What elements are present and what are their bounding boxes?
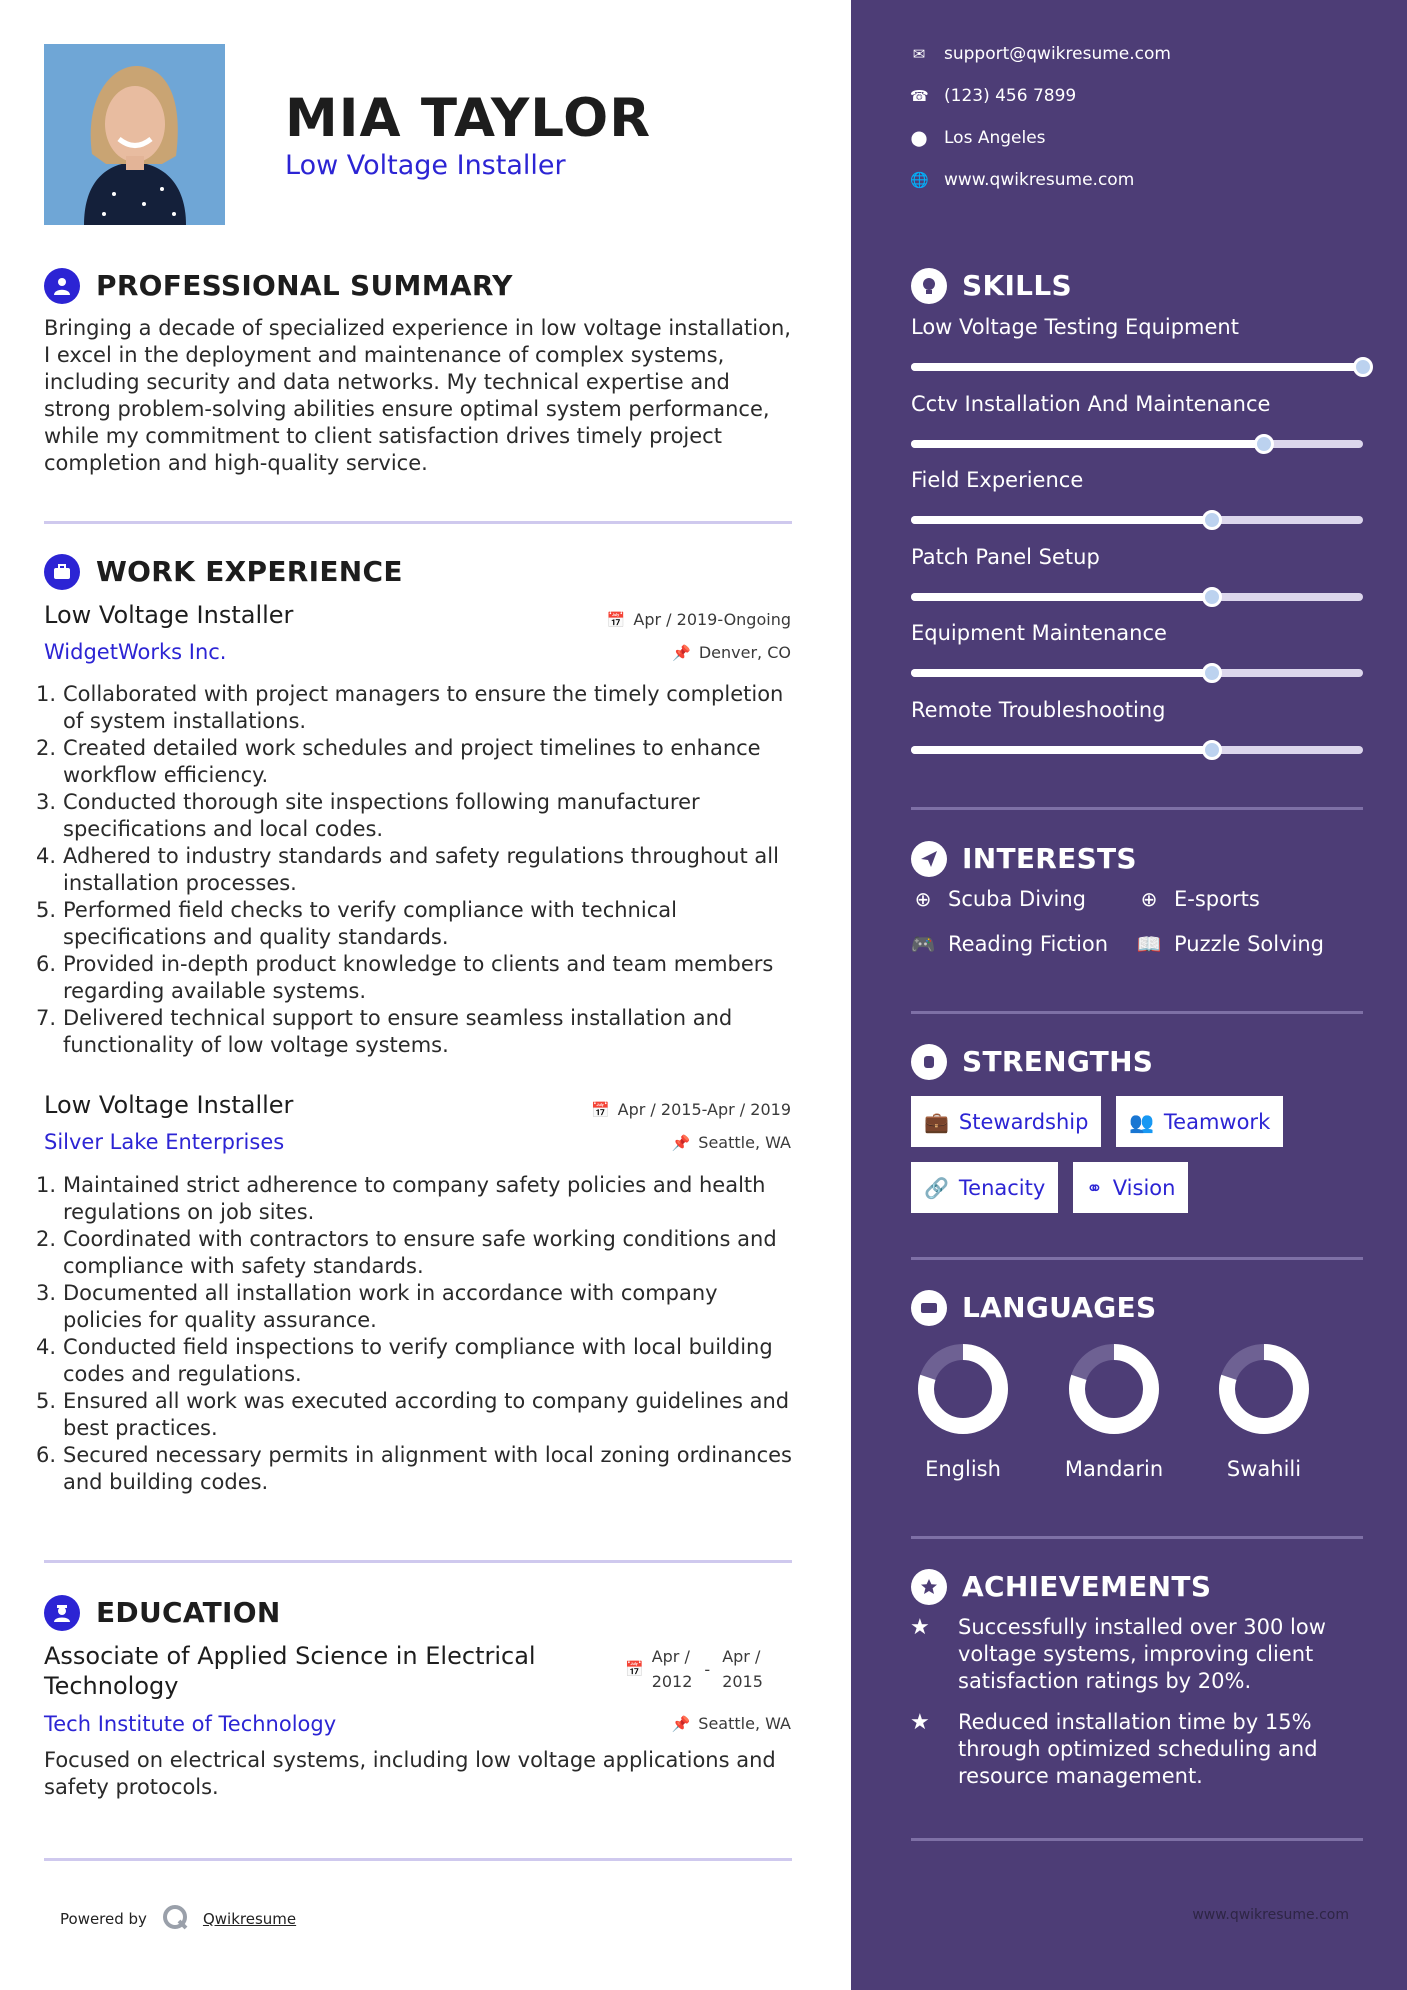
- skill-label: Low Voltage Testing Equipment: [911, 315, 1239, 339]
- pin-icon: 📌: [671, 1133, 691, 1152]
- skill-label: Cctv Installation And Maintenance: [911, 391, 1271, 416]
- website-text: www.qwikresume.com: [944, 170, 1135, 190]
- contact-phone[interactable]: [910, 86, 1076, 106]
- divider: [911, 1536, 1363, 1539]
- strength-chip: [1116, 1096, 1283, 1147]
- experience-heading: WORK EXPERIENCE: [96, 555, 403, 588]
- interest-label: E-sports: [1174, 887, 1260, 911]
- skill-slider-knob: [1353, 357, 1373, 377]
- job-date: [607, 610, 791, 629]
- achievement-item: [910, 1614, 1330, 1695]
- list-item: 5. Ensured all work was executed according to company guidelines and best practices.: [36, 1389, 790, 1440]
- interest-label: Reading Fiction: [948, 932, 1109, 956]
- skill-slider: [911, 363, 1363, 371]
- degree-line: Technology: [44, 1672, 179, 1700]
- list-item: 6. Secured necessary permits in alignment with local zoning ordinances and building codes.: [36, 1443, 792, 1494]
- list-item: 3. Documented all installation work in accordance with company policies for quality assurance.: [36, 1281, 718, 1332]
- phone-icon: ☎: [910, 87, 929, 105]
- education-dates: [625, 1644, 763, 1694]
- strengths-heading: STRENGTHS: [962, 1045, 1154, 1078]
- list-item: 2. Created detailed work schedules and project timelines to enhance workflow efficiency.: [36, 736, 761, 787]
- globe-icon: 🌐: [910, 171, 929, 189]
- education-start: Apr / 2012: [651, 1647, 693, 1691]
- pin-icon: 📌: [672, 643, 691, 662]
- profile-photo: [44, 44, 225, 225]
- interest-item: [910, 887, 1086, 911]
- star-icon: ★: [910, 1710, 930, 1735]
- language-level-ring: [1068, 1343, 1160, 1435]
- skill-slider-fill: [911, 440, 1264, 448]
- language-label: English: [925, 1457, 1001, 1481]
- strength-label: Vision: [1112, 1175, 1176, 1200]
- paper-plane-icon: [911, 841, 947, 877]
- interest-item: [910, 932, 1108, 956]
- list-item: 1. Maintained strict adherence to company safety policies and health regulations on job sites.: [36, 1173, 766, 1224]
- link-icon: 🔗: [924, 1175, 949, 1200]
- list-item: 7. Delivered technical support to ensure seamless installation and functionality of low voltage systems.: [36, 1006, 733, 1057]
- job-company: WidgetWorks Inc.: [44, 640, 227, 664]
- interest-item: [1136, 932, 1324, 956]
- job-date-text: Apr / 2019-Ongoing: [633, 610, 791, 629]
- skill-label: Equipment Maintenance: [911, 621, 1167, 645]
- degree-line: Associate of Applied Science in Electrical: [44, 1642, 536, 1670]
- degree: [44, 1641, 536, 1701]
- briefcase-icon: 💼: [924, 1109, 949, 1134]
- pin-icon: 📌: [671, 1714, 691, 1733]
- job-location: [672, 1133, 791, 1152]
- strength-chip: [911, 1162, 1058, 1213]
- strength-label: Stewardship: [958, 1109, 1089, 1134]
- phone-text: (123) 456 7899: [944, 86, 1077, 106]
- skill-slider-fill: [911, 746, 1212, 754]
- strength-label: Teamwork: [1163, 1109, 1271, 1134]
- skill-label: Patch Panel Setup: [911, 544, 1100, 569]
- job-location: [672, 643, 791, 662]
- qwikresume-link[interactable]: Qwikresume: [202, 1910, 297, 1928]
- education-description: Focused on electrical systems, including low voltage applications and safety protocols.: [44, 1748, 776, 1799]
- calendar-icon: 📅: [625, 1660, 644, 1678]
- contact-location: [910, 128, 1046, 148]
- job-company: Silver Lake Enterprises: [44, 1130, 285, 1154]
- graduate-icon: [44, 1595, 80, 1631]
- fist-icon: [911, 1044, 947, 1080]
- skills-heading: SKILLS: [962, 269, 1072, 302]
- skill-slider: [911, 593, 1363, 601]
- achievements-heading: ACHIEVEMENTS: [962, 1570, 1212, 1603]
- skill-label: Remote Troubleshooting: [911, 697, 1166, 722]
- lightbulb-icon: [911, 268, 947, 304]
- lifebuoy-icon: ⊕: [914, 887, 932, 911]
- interests-heading: INTERESTS: [962, 842, 1137, 875]
- skill-slider: [911, 440, 1363, 448]
- skill-slider: [911, 516, 1363, 524]
- contact-email[interactable]: [910, 44, 1171, 64]
- achievement-text: Successfully installed over 300 low voltage systems, improving client satisfaction ratings by 20%.: [958, 1615, 1326, 1693]
- skill-slider: [911, 669, 1363, 677]
- email-text: support@qwikresume.com: [944, 44, 1171, 64]
- list-item: 4. Conducted field inspections to verify compliance with local building codes and regulations.: [36, 1335, 773, 1386]
- interest-item: [1136, 887, 1260, 911]
- skill-slider-fill: [911, 669, 1212, 677]
- candidate-title: Low Voltage Installer: [285, 150, 566, 181]
- powered-by-text: Powered by: [60, 1910, 147, 1928]
- calendar-icon: 📅: [590, 1100, 610, 1119]
- school-name: Tech Institute of Technology: [44, 1712, 337, 1736]
- skill-slider-knob: [1202, 663, 1222, 683]
- divider: [44, 1560, 792, 1563]
- skill-slider-knob: [1202, 510, 1222, 530]
- language-level-ring: [1218, 1343, 1310, 1435]
- candidate-name: MIA TAYLOR: [285, 88, 652, 149]
- job-date-text: Apr / 2015-Apr / 2019: [617, 1100, 791, 1119]
- strength-chip: [911, 1096, 1101, 1147]
- list-item: 2. Coordinated with contractors to ensure safe working conditions and compliance with safety standards.: [36, 1227, 777, 1278]
- briefcase-icon: [44, 554, 80, 590]
- star-badge-icon: [911, 1569, 947, 1605]
- job-bullets: [36, 1172, 801, 1496]
- divider: [44, 1858, 792, 1861]
- education-heading: EDUCATION: [96, 1596, 281, 1629]
- user-icon: [44, 268, 80, 304]
- interest-label: Puzzle Solving: [1174, 932, 1324, 956]
- lifebuoy-icon: ⊕: [1140, 887, 1158, 911]
- job-location-text: Denver, CO: [698, 643, 791, 662]
- skill-slider-knob: [1202, 587, 1222, 607]
- job-title: Low Voltage Installer: [44, 601, 294, 629]
- qwikresume-logo-icon: [161, 1903, 189, 1935]
- star-icon: ★: [910, 1615, 930, 1640]
- list-item: 1. Collaborated with project managers to ensure the timely completion of system installations.: [36, 682, 784, 733]
- skill-slider-knob: [1202, 740, 1222, 760]
- language-label: Mandarin: [1064, 1457, 1164, 1481]
- skill-label: Field Experience: [911, 468, 1084, 492]
- list-item: 6. Provided in-depth product knowledge to clients and team members regarding available systems.: [36, 952, 774, 1003]
- envelope-icon: ✉: [912, 45, 926, 63]
- list-item: 5. Performed field checks to verify compliance with technical specifications and quality standards.: [36, 898, 677, 949]
- skill-slider-fill: [911, 363, 1363, 371]
- skill-slider: [911, 746, 1363, 754]
- binoculars-icon: ⚭: [1086, 1175, 1103, 1200]
- education-end: Apr / 2015: [722, 1647, 763, 1691]
- divider: [911, 1257, 1363, 1260]
- job-bullets: [36, 681, 801, 1059]
- skill-slider-fill: [911, 516, 1212, 524]
- date-separator: -: [704, 1659, 711, 1679]
- list-item: 4. Adhered to industry standards and safety regulations throughout all installation processes.: [36, 844, 779, 895]
- education-location: [672, 1714, 791, 1733]
- language-icon: [911, 1290, 947, 1326]
- divider: [911, 1011, 1363, 1014]
- location-text: Los Angeles: [944, 128, 1046, 148]
- language-level-ring: [917, 1343, 1009, 1435]
- map-pin-icon: ⬤: [910, 129, 928, 147]
- divider: [911, 1838, 1363, 1841]
- achievement-item: [910, 1709, 1330, 1790]
- languages-heading: LANGUAGES: [962, 1291, 1157, 1324]
- powered-by: [60, 1903, 296, 1935]
- achievement-text: Reduced installation time by 15% through optimized scheduling and resource management.: [958, 1710, 1318, 1788]
- strength-label: Tenacity: [958, 1175, 1046, 1200]
- users-icon: 👥: [1129, 1109, 1154, 1134]
- job-location-text: Seattle, WA: [698, 1133, 791, 1152]
- divider: [911, 807, 1363, 810]
- job-title: Low Voltage Installer: [44, 1091, 294, 1119]
- job-date: [591, 1100, 791, 1119]
- strength-chip: [1073, 1162, 1188, 1213]
- contact-website[interactable]: [910, 170, 1134, 190]
- education-location-text: Seattle, WA: [698, 1714, 791, 1733]
- skill-slider-fill: [911, 593, 1212, 601]
- calendar-icon: 📅: [606, 610, 626, 629]
- divider: [44, 521, 792, 524]
- summary-heading: PROFESSIONAL SUMMARY: [96, 269, 513, 302]
- summary-text: Bringing a decade of specialized experience in low voltage installation, I excel in the deployment and maintenance of complex systems, including security and data networks. My technical expertise and strong problem-solving abilities ensure optimal system performance, while my commitment to client satisfaction drives timely project completion and high-quality service.: [44, 316, 791, 475]
- gamepad-icon: 🎮: [910, 932, 936, 956]
- interest-label: Scuba Diving: [948, 887, 1086, 911]
- language-label: Swahili: [1226, 1457, 1302, 1481]
- book-icon: 📖: [1136, 932, 1162, 956]
- list-item: 3. Conducted thorough site inspections following manufacturer specifications and local codes.: [36, 790, 700, 841]
- footer-site[interactable]: www.qwikresume.com: [1192, 1907, 1349, 1923]
- skill-slider-knob: [1254, 434, 1274, 454]
